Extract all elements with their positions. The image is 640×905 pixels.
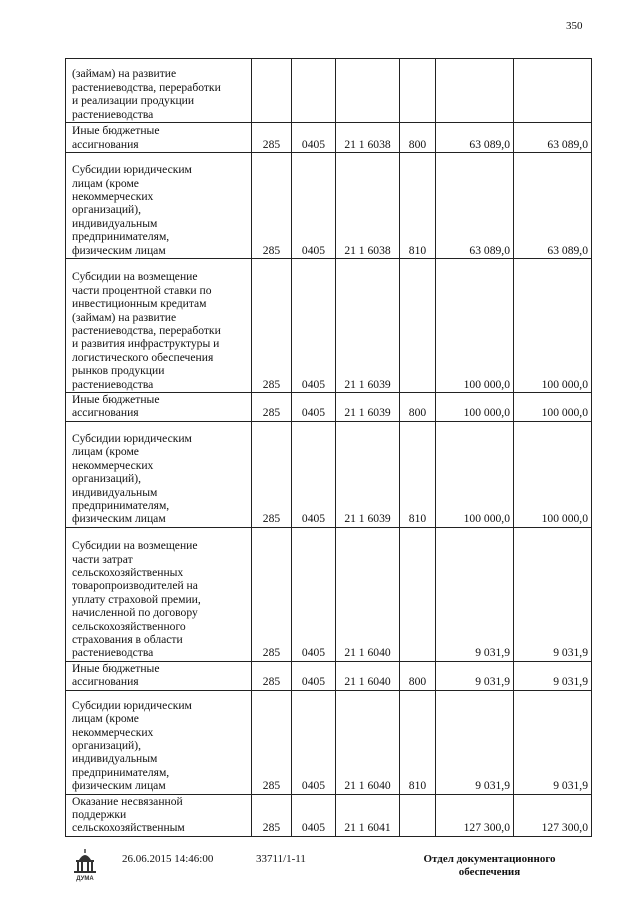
section-code-cell: 0405: [292, 690, 336, 794]
admin-code-cell: 285: [252, 527, 292, 661]
duma-logo-icon: [70, 848, 100, 882]
admin-code-cell: 285: [252, 794, 292, 836]
target-article-cell: 21 1 6040: [336, 527, 400, 661]
section-code-cell: 0405: [292, 794, 336, 836]
row-description-cell: (займам) на развитие растениеводства, переработки и реализации продукции растениеводства: [66, 59, 252, 123]
expense-type-cell: [400, 794, 436, 836]
admin-code-cell: 285: [252, 690, 292, 794]
target-article-cell: 21 1 6038: [336, 123, 400, 153]
footer-department: Отдел документационного обеспечения: [423, 853, 556, 878]
table-row: [66, 690, 592, 794]
target-article-cell: 21 1 6039: [336, 393, 400, 422]
budget-table: [65, 58, 592, 837]
row-description-cell: Иные бюджетные ассигнования: [66, 123, 252, 153]
admin-code-cell: 285: [252, 661, 292, 690]
row-description-cell: Иные бюджетные ассигнования: [66, 661, 252, 690]
amount-2-cell: 9 031,9: [514, 527, 592, 661]
table-row: [66, 661, 592, 690]
section-code-cell: 0405: [292, 661, 336, 690]
table-row: [66, 421, 592, 527]
target-article-cell: 21 1 6040: [336, 690, 400, 794]
amount-2-cell: 100 000,0: [514, 259, 592, 393]
expense-type-cell: 800: [400, 393, 436, 422]
table-row: [66, 794, 592, 836]
amount-2-cell: [514, 59, 592, 123]
amount-2-cell: 9 031,9: [514, 690, 592, 794]
target-article-cell: [336, 59, 400, 123]
section-code-cell: 0405: [292, 123, 336, 153]
row-description-cell: Субсидии юридическим лицам (кроме некоммерческих организаций), индивидуальным предпринимателям, физическим лицам: [66, 421, 252, 527]
amount-1-cell: 63 089,0: [436, 153, 514, 259]
amount-1-cell: 100 000,0: [436, 421, 514, 527]
section-code-cell: 0405: [292, 527, 336, 661]
expense-type-cell: [400, 259, 436, 393]
section-code-cell: 0405: [292, 393, 336, 422]
admin-code-cell: 285: [252, 393, 292, 422]
amount-1-cell: 9 031,9: [436, 661, 514, 690]
amount-1-cell: 9 031,9: [436, 690, 514, 794]
amount-1-cell: 100 000,0: [436, 393, 514, 422]
amount-1-cell: 127 300,0: [436, 794, 514, 836]
table-row: [66, 393, 592, 422]
row-description-cell: Субсидии на возмещение части процентной ставки по инвестиционным кредитам (займам) на развитие растениеводства, переработки и развития инфраструктуры и логистического обеспечения рынков продукции растениеводства: [66, 259, 252, 393]
table-row: [66, 153, 592, 259]
admin-code-cell: 285: [252, 421, 292, 527]
expense-type-cell: [400, 59, 436, 123]
table-row: [66, 259, 592, 393]
amount-2-cell: 9 031,9: [514, 661, 592, 690]
amount-1-cell: 100 000,0: [436, 259, 514, 393]
section-code-cell: [292, 59, 336, 123]
table-row: [66, 123, 592, 153]
footer-code: 33711/1-11: [256, 853, 306, 865]
target-article-cell: 21 1 6038: [336, 153, 400, 259]
row-description-cell: Оказание несвязанной поддержки сельскохозяйственным: [66, 794, 252, 836]
footer-date: 26.06.2015 14:46:00: [122, 853, 214, 865]
section-code-cell: 0405: [292, 153, 336, 259]
expense-type-cell: 810: [400, 153, 436, 259]
expense-type-cell: 810: [400, 690, 436, 794]
row-description-cell: Субсидии на возмещение части затрат сельскохозяйственных товаропроизводителей на уплату страховой премии, начисленной по договору сельскохозяйственного страхования в области растениеводства: [66, 527, 252, 661]
amount-1-cell: 9 031,9: [436, 527, 514, 661]
table-row: [66, 59, 592, 123]
target-article-cell: 21 1 6039: [336, 259, 400, 393]
amount-1-cell: [436, 59, 514, 123]
row-description-cell: Субсидии юридическим лицам (кроме некоммерческих организаций), индивидуальным предпринимателям, физическим лицам: [66, 153, 252, 259]
admin-code-cell: [252, 59, 292, 123]
expense-type-cell: [400, 527, 436, 661]
target-article-cell: 21 1 6040: [336, 661, 400, 690]
expense-type-cell: 800: [400, 661, 436, 690]
target-article-cell: 21 1 6039: [336, 421, 400, 527]
amount-2-cell: 127 300,0: [514, 794, 592, 836]
section-code-cell: 0405: [292, 259, 336, 393]
admin-code-cell: 285: [252, 259, 292, 393]
page-number: 350: [566, 20, 583, 32]
amount-2-cell: 100 000,0: [514, 393, 592, 422]
row-description-cell: Субсидии юридическим лицам (кроме некоммерческих организаций), индивидуальным предпринимателям, физическим лицам: [66, 690, 252, 794]
amount-2-cell: 63 089,0: [514, 153, 592, 259]
section-code-cell: 0405: [292, 421, 336, 527]
admin-code-cell: 285: [252, 153, 292, 259]
expense-type-cell: 810: [400, 421, 436, 527]
table-row: [66, 527, 592, 661]
amount-2-cell: 100 000,0: [514, 421, 592, 527]
expense-type-cell: 800: [400, 123, 436, 153]
logo-caption: ДУМА: [76, 876, 94, 882]
row-description-cell: Иные бюджетные ассигнования: [66, 393, 252, 422]
admin-code-cell: 285: [252, 123, 292, 153]
amount-2-cell: 63 089,0: [514, 123, 592, 153]
amount-1-cell: 63 089,0: [436, 123, 514, 153]
target-article-cell: 21 1 6041: [336, 794, 400, 836]
